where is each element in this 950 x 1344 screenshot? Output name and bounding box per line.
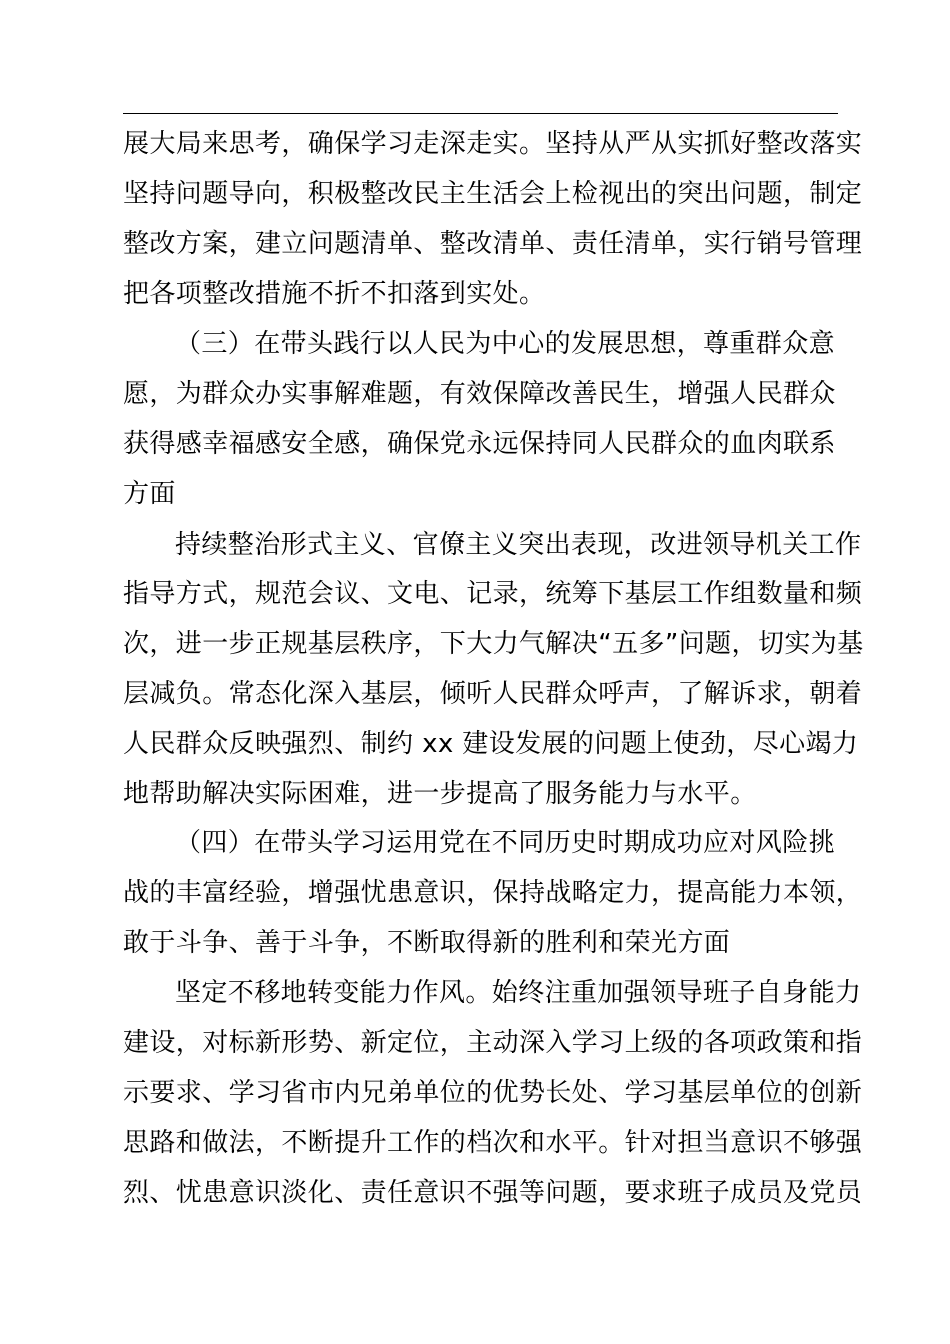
text-line: 地帮助解决实际困难，进一步提高了服务能力与水平。 bbox=[123, 779, 757, 809]
text-line: 人民群众反映强烈、制约 xx 建设发展的问题上使劲，尽心竭力 bbox=[123, 729, 859, 759]
paragraph-start: 持续整治形式主义、官僚主义突出表现，改进领导机关工作 bbox=[175, 530, 862, 560]
text-line: 示要求、学习省市内兄弟单位的优势长处、学习基层单位的创新 bbox=[123, 1078, 863, 1108]
paragraph-start: 坚定不移地转变能力作风。始终注重加强领导班子自身能力 bbox=[175, 978, 862, 1008]
section-heading-four-cont: 战的丰富经验，增强忧患意识，保持战略定力，提高能力本领， bbox=[123, 878, 863, 908]
section-heading-four: （四）在带头学习运用党在不同历史时期成功应对风险挑 bbox=[175, 828, 836, 858]
section-heading-three: （三）在带头践行以人民为中心的发展思想，尊重群众意 bbox=[175, 329, 836, 359]
text-line: 思路和做法，不断提升工作的档次和水平。针对担当意识不够强 bbox=[123, 1128, 863, 1158]
text-line: 整改方案，建立问题清单、整改清单、责任清单，实行销号管理 bbox=[123, 229, 863, 259]
section-heading-three-cont: 方面 bbox=[123, 479, 176, 509]
text-line: 烈、忧患意识淡化、责任意识不强等问题，要求班子成员及党员 bbox=[123, 1178, 863, 1208]
text-line: 次，进一步正规基层秩序，下大力气解决“五多”问题，切实为基 bbox=[123, 629, 864, 659]
text-line: 层减负。常态化深入基层，倾听人民群众呼声，了解诉求，朝着 bbox=[123, 679, 863, 709]
text-line: 把各项整改措施不折不扣落到实处。 bbox=[123, 279, 546, 309]
text-line: 指导方式，规范会议、文电、记录，统筹下基层工作组数量和频 bbox=[123, 579, 863, 609]
text-line: 建设，对标新形势、新定位，主动深入学习上级的各项政策和指 bbox=[123, 1028, 863, 1058]
section-heading-three-cont: 愿，为群众办实事解难题，有效保障改善民生，增强人民群众 bbox=[123, 379, 836, 409]
text-line: 展大局来思考，确保学习走深走实。坚持从严从实抓好整改落实 bbox=[123, 129, 863, 159]
section-heading-three-cont: 获得感幸福感安全感，确保党永远保持同人民群众的血肉联系 bbox=[123, 429, 836, 459]
section-heading-four-cont: 敢于斗争、善于斗争，不断取得新的胜利和荣光方面 bbox=[123, 928, 731, 958]
text-line: 坚持问题导向，积极整改民主生活会上检视出的突出问题，制定 bbox=[123, 179, 863, 209]
header-rule bbox=[123, 113, 838, 114]
